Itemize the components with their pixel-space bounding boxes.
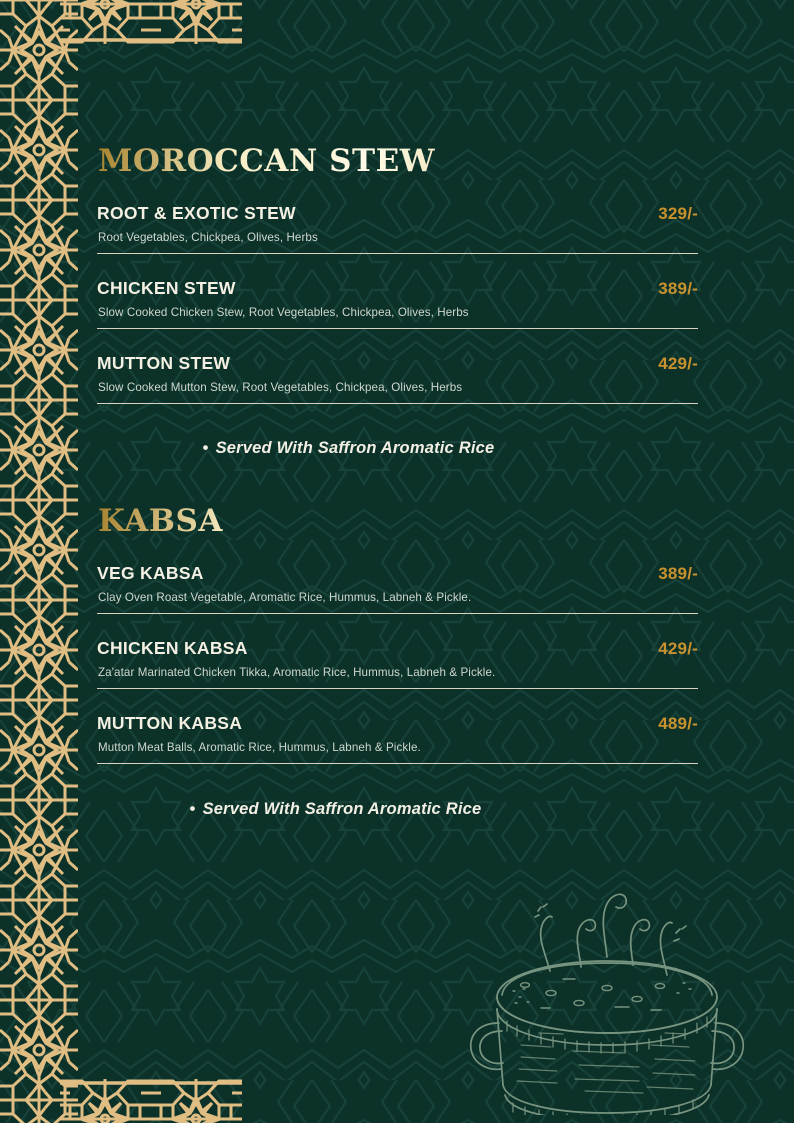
bullet-icon: • [202, 439, 209, 458]
menu-item-name: VEG KABSA [97, 563, 204, 583]
menu-item-row [97, 713, 698, 734]
menu-item[interactable] [97, 353, 698, 404]
menu-item[interactable] [97, 713, 698, 764]
served-with-note [97, 800, 698, 819]
item-spacer [97, 254, 698, 278]
menu-item-name: CHICKEN KABSA [97, 638, 248, 659]
menu-item-name: MUTTON KABSA [97, 713, 243, 734]
served-with-note [97, 439, 698, 458]
menu-item-price: 429/- [658, 639, 698, 659]
bullet-icon: • [189, 800, 196, 819]
served-with-note-text: Served With Saffron Aromatic Rice [202, 800, 482, 819]
menu-section-moroccan-stew [97, 143, 698, 458]
menu-item-name: CHICKEN STEW [97, 278, 236, 299]
item-spacer [97, 689, 698, 713]
menu-item-price: 389/- [658, 564, 698, 583]
menu-item-row [97, 563, 698, 584]
menu-item-description: Root Vegetables, Chickpea, Olives, Herbs [98, 230, 318, 244]
menu-item[interactable] [97, 278, 698, 329]
menu-item[interactable] [97, 203, 698, 254]
menu-item-price: 489/- [658, 714, 698, 734]
section-title-moroccan-stew: MOROCCAN STEW [98, 146, 698, 177]
menu-item-name: MUTTON STEW [97, 353, 231, 374]
menu-item[interactable] [97, 638, 698, 689]
item-spacer [97, 614, 698, 638]
menu-item-price: 429/- [658, 354, 698, 374]
menu-section-kabsa [97, 503, 698, 819]
served-with-note-text: Served With Saffron Aromatic Rice [215, 439, 495, 458]
menu-item-row [97, 638, 698, 659]
menu-item-description: Slow Cooked Chicken Stew, Root Vegetables, Chickpea, Olives, Herbs [98, 305, 469, 319]
menu-item-price: 389/- [658, 279, 698, 299]
menu-item[interactable] [97, 563, 698, 614]
menu-item-description: Za'atar Marinated Chicken Tikka, Aromatic Rice, Hummus, Labneh & Pickle. [98, 665, 496, 679]
menu-item-row [97, 353, 698, 374]
menu-item-row [97, 203, 698, 224]
section-title-kabsa: KABSA [98, 506, 698, 537]
menu-item-row [97, 278, 698, 299]
item-spacer [97, 329, 698, 353]
menu-item-name: ROOT & EXOTIC STEW [97, 203, 296, 223]
menu-item-description: Clay Oven Roast Vegetable, Aromatic Rice, Hummus, Labneh & Pickle. [98, 590, 472, 604]
menu-item-description: Mutton Meat Balls, Aromatic Rice, Hummus, Labneh & Pickle. [98, 740, 421, 754]
menu-item-price: 329/- [658, 204, 698, 223]
menu-item-description: Slow Cooked Mutton Stew, Root Vegetables, Chickpea, Olives, Herbs [98, 380, 463, 394]
